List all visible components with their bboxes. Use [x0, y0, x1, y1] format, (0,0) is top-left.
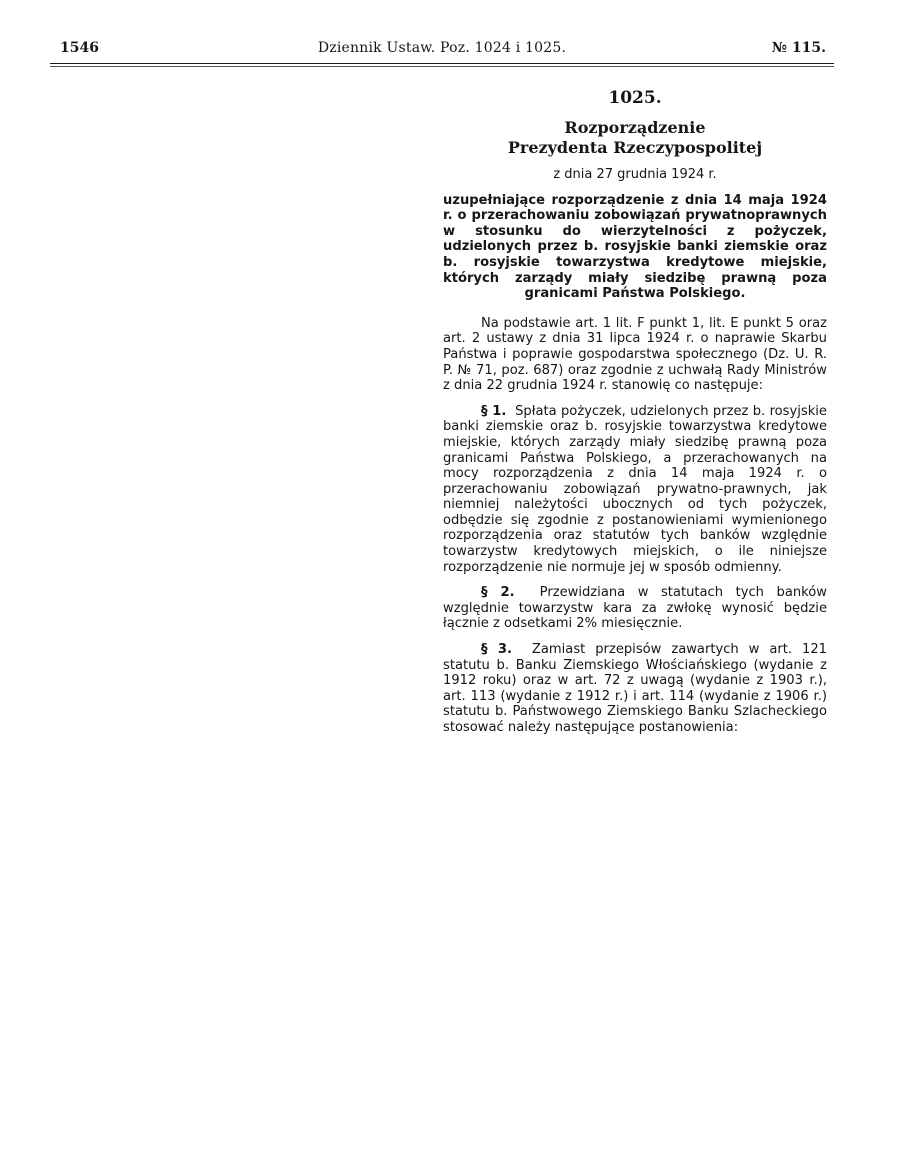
document-number: 1025. — [608, 88, 662, 108]
document-title-line1: Rozporządzenie — [564, 118, 706, 137]
document-column — [443, 86, 827, 746]
header-rule — [50, 63, 834, 64]
document-date: z dnia 27 grudnia 1924 r. — [553, 167, 717, 182]
section-text: Spłata pożyczek, udzielonych przez b. rosyjskie banki ziemskie oraz b. rosyjskie towarzystwa kredytowe miejskie, których zarządy miały siedzibę prawną poza granicami Państwa Polskiego, a przerachowanych na mocy rozporządzenia z dnia 14 maja 1924 r. o przerachowaniu zobowiązań prywatno-prawnych, jak niemniej należytości ubocznych od tych pożyczek, odbędzie się zgodnie z postanowieniami wymienionego rozporządzenia oraz statutów tych banków względnie towarzystw kredytowych miejskich, o ile niniejsze rozporządzenie nie normuje jej w sposób odmienny. — [443, 403, 827, 575]
document-subject: uzupełniające rozporządzenie z dnia 14 maja 1924 r. o przerachowaniu zobowiązań prywatnoprawnych w stosunku do wierzytelności z pożyczek, udzielonych przez b. rosyjskie banki ziemskie oraz b. rosyjskie towarzystwa kredytowe miejskie, których zarządy miały siedzibę prawną poza granicami Państwa Polskiego. — [443, 192, 827, 302]
header-rule-thin — [50, 66, 834, 67]
page-header — [50, 40, 834, 60]
section-text: Zamiast przepisów zawartych w art. 121 statutu b. Banku Ziemskiego Włościańskiego (wydanie z 1912 roku) oraz w art. 72 z uwagą (wydanie z 1903 r.), art. 113 (wydanie z 1912 r.) i art. 114 (wydanie z 1906 r.) statutu b. Państwowego Ziemskiego Banku Szlacheckiego stosować należy następujące postanowienia: — [443, 642, 827, 735]
section-1 — [443, 404, 827, 576]
preamble: Na podstawie art. 1 lit. F punkt 1, lit. E punkt 5 oraz art. 2 ustawy z dnia 31 lipca 1924 r. o naprawie Skarbu Państwa i poprawie gospodarstwa społecznego (Dz. U. R. P. № 71, poz. 687) oraz zgodnie z uchwałą Rady Ministrów z dnia 22 grudnia 1924 r. stanowię co następuje: — [443, 315, 827, 394]
document-title-line2: Prezydenta Rzeczypospolitej — [507, 138, 763, 157]
section-text: Przewidziana w statutach tych banków względnie towarzystw kara za zwłokę wynosić będzie łącznie z odsetkami 2% miesięcznie. — [443, 585, 827, 632]
section-mark: § 3. — [481, 642, 512, 658]
journal-title: Dziennik Ustaw. Poz. 1024 i 1025. — [317, 40, 567, 56]
section-mark: § 2. — [481, 585, 515, 601]
page-number: 1546 — [60, 40, 99, 56]
section-mark: § 1. — [481, 403, 507, 419]
section-3 — [443, 642, 827, 736]
issue-number: № 115. — [771, 40, 826, 56]
section-2 — [443, 585, 827, 632]
